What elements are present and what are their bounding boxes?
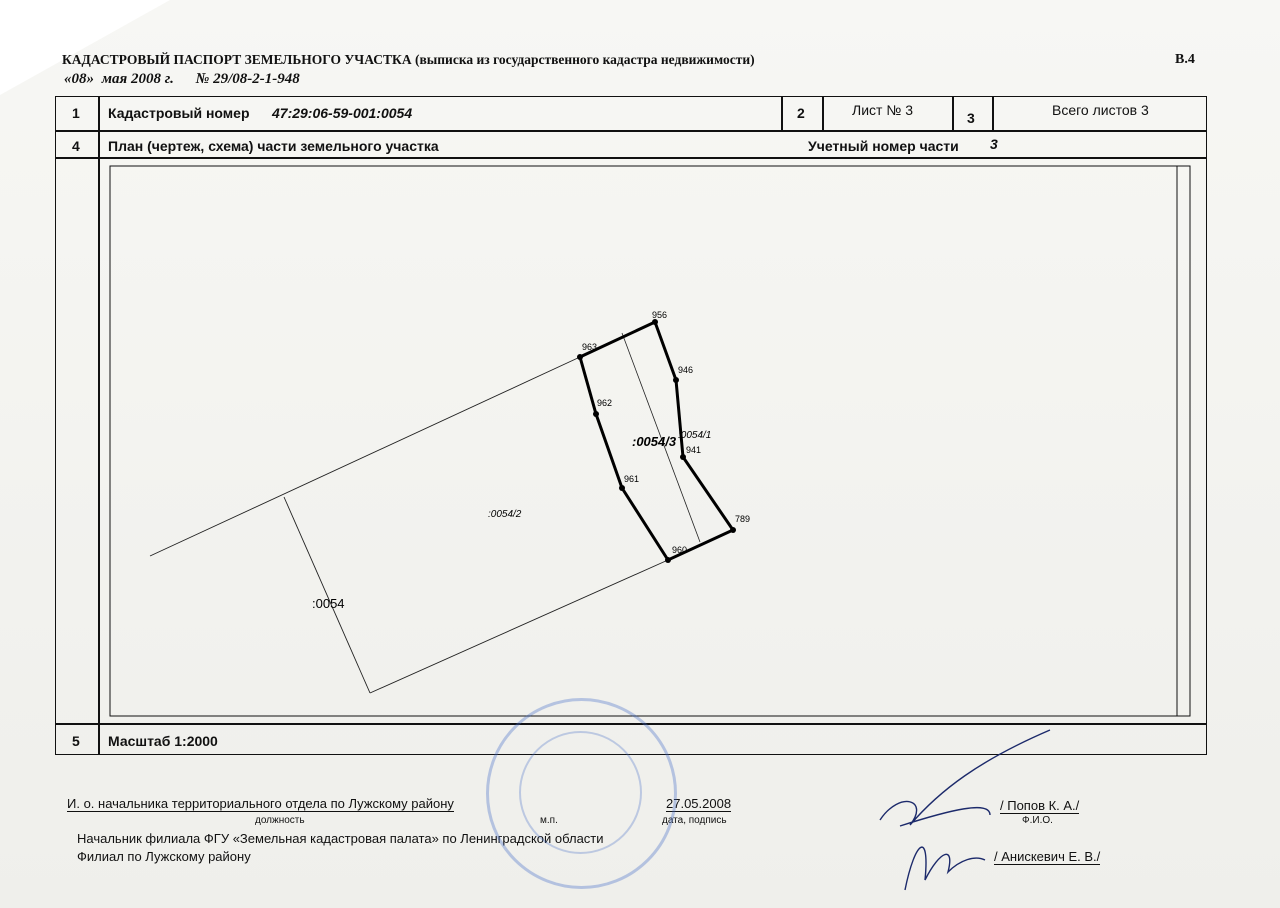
point-label-941: 941 (686, 445, 702, 455)
plan-label: План (чертеж, схема) части земельного участка (108, 138, 439, 154)
seal-caption: м.п. (540, 815, 558, 826)
official-position: И. о. начальника территориального отдела по Лужскому району (67, 796, 454, 811)
point-label-789: 789 (735, 514, 751, 524)
position-caption: должность (255, 815, 305, 826)
point-label-962: 962 (597, 398, 613, 408)
organization-line-1: Начальник филиала ФГУ «Земельная кадастровая палата» по Ленинградской области (77, 831, 604, 846)
sign-date: 27.05.2008 (666, 796, 732, 811)
sheet-number: Лист № 3 (852, 102, 914, 118)
signature-2 (905, 847, 985, 890)
sign-caption: дата, подпись (662, 815, 727, 826)
part-number-label: Учетный номер части (808, 138, 959, 154)
organization-line-2: Филиал по Лужскому району (77, 849, 251, 864)
signature-1 (880, 730, 1050, 826)
total-sheets: Всего листов 3 (1052, 102, 1149, 118)
scale-label: Масштаб 1:2000 (108, 733, 218, 749)
part-number-value: 3 (990, 136, 998, 152)
cadastral-number-label: Кадастровый номер (108, 105, 250, 121)
row1-number-2: 2 (797, 105, 805, 121)
row5-number: 5 (72, 733, 80, 749)
point-label-946: 946 (678, 365, 694, 375)
date-day: «08» (64, 71, 94, 87)
point-label-956: 956 (652, 310, 668, 320)
part1-label: :0054/1 (678, 430, 712, 441)
official-name-1: / Попов К. А./ (1000, 798, 1080, 813)
point-label-960: 960 (672, 545, 688, 555)
passport-title: КАДАСТРОВЫЙ ПАСПОРТ ЗЕМЕЛЬНОГО УЧАСТКА (выписка из государственного кадастра недвижимости) (62, 52, 755, 67)
parcel-label: :0054 (312, 596, 345, 611)
row4-number: 4 (72, 138, 80, 154)
part3-label: :0054/3 (632, 434, 677, 449)
row1-number: 1 (72, 105, 80, 121)
document-number: № 29/08-2-1-948 (195, 71, 300, 87)
date-month: мая 2008 г. (101, 71, 174, 87)
name-caption: Ф.И.О. (1022, 815, 1053, 826)
point-label-963: 963 (582, 342, 598, 352)
form-code: В.4 (1175, 52, 1195, 67)
official-name-2: / Анискевич Е. В./ (994, 849, 1101, 864)
row1-number-3: 3 (967, 110, 975, 126)
part2-label: :0054/2 (488, 509, 522, 520)
cadastral-number-value: 47:29:06-59-001:0054 (272, 105, 413, 121)
point-label-961: 961 (624, 474, 640, 484)
